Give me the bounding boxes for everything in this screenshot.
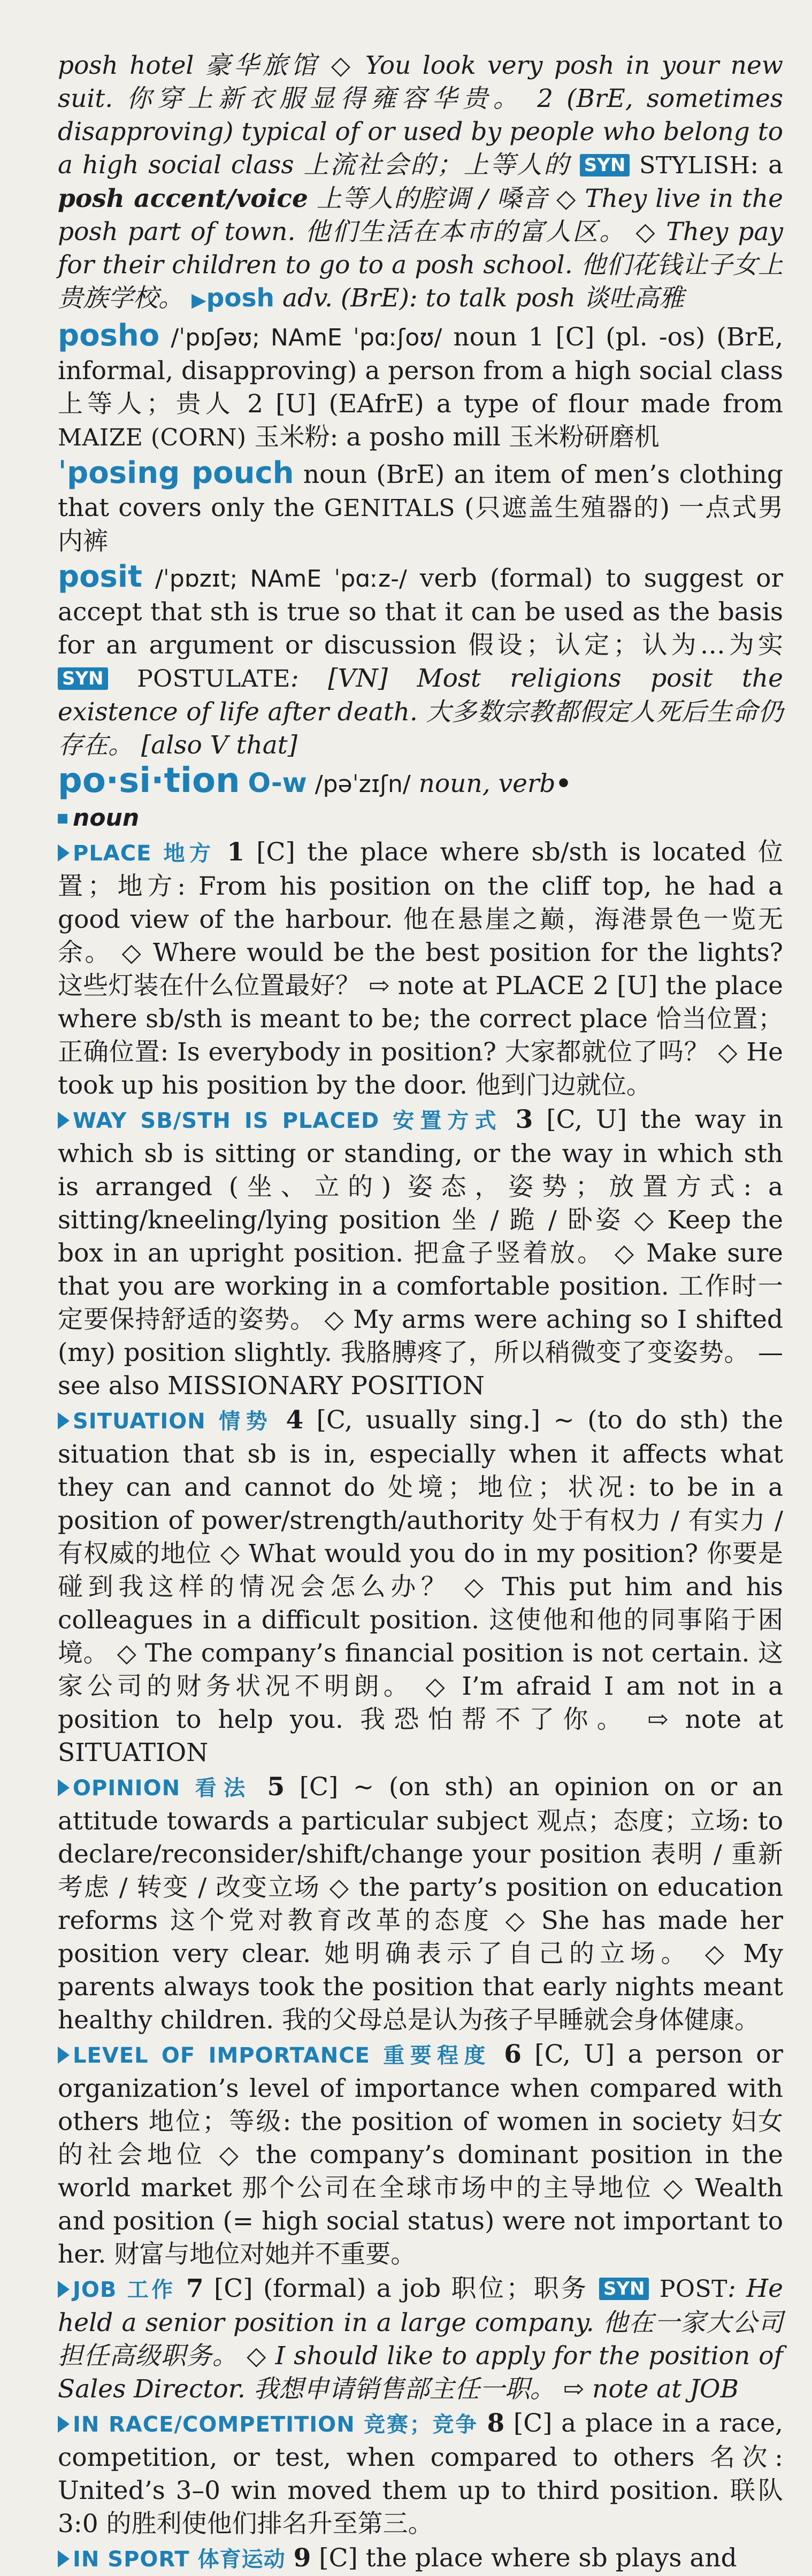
pronunciation: /ˈpɒzɪt; NAmE ˈpɑːz-/ bbox=[155, 565, 407, 593]
sense-arrow-icon bbox=[58, 1412, 70, 1429]
entry-posh bbox=[58, 49, 783, 317]
headword-posho: posho bbox=[58, 318, 160, 353]
sense-arrow-icon bbox=[58, 2047, 70, 2064]
syn-word: STYLISH bbox=[639, 152, 750, 179]
run-on-word: posh bbox=[206, 283, 275, 313]
run-on-arrow-icon: ▶ bbox=[191, 289, 206, 311]
posho-text-a: noun 1 [C] (pl. -os) (BrE, informal, disapproving) a person from a high social class 上等人；贵人 2 [U] (EAfrE) a type of flour made from bbox=[58, 322, 784, 419]
sense-4 bbox=[58, 1404, 783, 1770]
sense-number: 7 bbox=[186, 2274, 204, 2303]
headword-position: po·si·tion bbox=[58, 761, 240, 801]
cross-ref: MAIZE (CORN) bbox=[58, 424, 247, 451]
sense-text-2: : He held a senior position in a large company. 他在一家大公司担任高级职务。 ◇ I should like to apply for the position of Sales Director. 我想申请销售部主任一职。 ⇨ note at JOB bbox=[58, 2274, 783, 2404]
signpost: LEVEL OF IMPORTANCE 重要程度 bbox=[73, 2043, 491, 2068]
entry-posit bbox=[58, 560, 783, 762]
posing-pouch-text-a: noun (BrE) an item of men’s clothing that covers only the bbox=[58, 460, 783, 522]
sense-text: [C, usually sing.] ~ (to do sth) the situation that sb is in, especially when it affects what they can and cannot do 处境；地位；状况: to be in a position of power/strength/authority 处于有权力 / 有实力 / 有权威的地位 ◇ What would you do in my position? 你要是碰到我这样的情况会怎么办？ ◇ This put him and his colleagues in a difficult position. 这使他和他的同事陷于困境。 ◇ The company’s financial position is not certain. 这家公司的财务状况不明朗。 ◇ I’m afraid I am not in a position to help you. 我恐怕帮不了你。 ⇨ note at SITUATION bbox=[58, 1405, 784, 1767]
syn-badge: SYN bbox=[599, 2278, 649, 2300]
sense-text: [C] the place where sb/sth is located 位置；地方: From his position on the cliff top, he had a good view of the harbour. 他在悬崖之巅，海港景色一览无余。 ◇ Where would be the best position for the lights? 这些灯装在什么位置最好？ ⇨ note at PLACE 2 [U] the place where sb/sth is meant to be; the correct place 恰当位置；正确位置: Is everybody in position? 大家都就位了吗？ ◇ He took up his position by the door. 他到门边就位。 bbox=[58, 837, 783, 1100]
pronunciation: /ˈpɒʃəʊ; NAmE ˈpɑːʃoʊ/ bbox=[171, 324, 442, 351]
part-of-speech: noun, verb bbox=[410, 769, 556, 798]
signpost: WAY SB/STH IS PLACED 安置方式 bbox=[73, 1109, 502, 1133]
posing-pouch-text-b: (只遮盖生殖器的) 一点式男内裤 bbox=[58, 493, 783, 556]
sense-number: 5 bbox=[267, 1772, 285, 1802]
signpost: JOB 工作 bbox=[73, 2278, 176, 2302]
sense-number: 6 bbox=[504, 2040, 522, 2069]
sense-number: 1 bbox=[227, 837, 245, 867]
sense-arrow-icon bbox=[58, 2550, 70, 2567]
sense-arrow-icon bbox=[58, 2281, 70, 2298]
entry-posing-pouch bbox=[58, 457, 783, 558]
run-on-text: adv. (BrE): to talk posh 谈吐高雅 bbox=[274, 283, 684, 313]
noun-label: noun bbox=[73, 804, 140, 832]
entry-position bbox=[58, 761, 783, 801]
sense-7 bbox=[58, 2272, 783, 2406]
entry-posho bbox=[58, 319, 783, 455]
sense-9 bbox=[58, 2542, 783, 2576]
sense-number: 9 bbox=[293, 2543, 311, 2573]
syn-word: POSTULATE bbox=[137, 665, 290, 693]
bullet-dot: • bbox=[555, 769, 572, 798]
sense-8 bbox=[58, 2407, 783, 2541]
key-symbol-icon: O-w bbox=[248, 767, 307, 798]
signpost: IN RACE/COMPETITION 竞赛；竞争 bbox=[73, 2412, 478, 2437]
sense-text: [C] the place where sb plays and bbox=[311, 2543, 737, 2573]
noun-block-icon bbox=[58, 814, 67, 824]
posh-text-2b: 上等人的腔调 / 嗓音 ◇ They live in the posh part of town. 他们生活在本市的富人区。 ◇ They pay for their children to go to a posh school. 他们花钱让子女上贵族学校。 bbox=[58, 184, 783, 313]
sense-arrow-icon bbox=[58, 844, 70, 862]
posit-text-b: : [VN] Most religions posit the existence of life after death. 大多数宗教都假定人死后生命仍存在。 [also V that] bbox=[58, 664, 783, 760]
sense-arrow-icon bbox=[58, 2416, 70, 2433]
syn-word: POST bbox=[659, 2275, 727, 2303]
sense-text: [C, U] a person or organization’s level of importance when compared with others 地位；等级: the position of women in society 妇女的社会地位 ◇ the company’s dominant position in the world market 那个公司在全球市场中的主导地位 ◇ Wealth and position (= high social status) were not important to her. 财富与地位对她并不重要。 bbox=[58, 2040, 783, 2269]
signpost: SITUATION 情势 bbox=[73, 1409, 273, 1434]
headword-posing-pouch: ˈposing pouch bbox=[58, 456, 294, 490]
cross-ref: GENITALS bbox=[324, 495, 455, 522]
sense-3 bbox=[58, 1103, 783, 1403]
sense-number: 3 bbox=[515, 1105, 533, 1134]
sense-6 bbox=[58, 2038, 783, 2271]
syn-badge: SYN bbox=[58, 667, 108, 690]
posit-text-a: verb (formal) to suggest or accept that sth is true so that it can be used as the basis for an argument or discussion 假设；认定；认为…为实 bbox=[58, 564, 783, 660]
sense-text: [C] (formal) a job 职位；职务 bbox=[203, 2274, 589, 2303]
pronunciation: /pəˈzɪʃn/ bbox=[315, 771, 411, 798]
signpost: PLACE 地方 bbox=[73, 841, 216, 866]
sense-number: 4 bbox=[286, 1405, 304, 1435]
posh-text-1: posh hotel 豪华旅馆 ◇ You look very posh in your new suit. 你穿上新衣服显得雍容华贵。 2 (BrE, sometimes disapproving) typical of or used by people who belong to a high social class 上流社会的；上等人的 bbox=[58, 51, 783, 180]
signpost: OPINION 看法 bbox=[73, 1776, 252, 1801]
sense-1 bbox=[58, 836, 783, 1102]
sense-text: [C] ~ (on sth) an opinion on or an attitude towards a particular subject 观点；态度；立场: to declare/reconsider/shift/change your position 表明 / 重新考虑 / 转变 / 改变立场 ◇ the party’s position on education reforms 这个党对教育改革的态度 ◇ She has made her position very clear. 她明确表示了自己的立场。 ◇ My parents always took the position that early nights meant healthy children. 我的父母总是认为孩子早睡就会身体健康。 bbox=[58, 1772, 783, 2035]
syn-badge: SYN bbox=[580, 154, 630, 176]
noun-label-row bbox=[58, 801, 783, 835]
sense-arrow-icon bbox=[58, 1112, 70, 1129]
sense-text: [C] a place in a race, competition, or test, when compared to others 名次: United’s 3–0 win moved them up to third position. 联队 3:0 的胜利使他们排名升至第三。 bbox=[58, 2409, 783, 2539]
sense-text: [C, U] the way in which sb is sitting or standing, or the way in which sth is arranged (坐、立的) 姿态，姿势；放置方式: a sitting/kneeling/lying position 坐 / 跪 / 卧姿 ◇ Keep the box in an upright position. 把盒子竖着放。 ◇ Make sure that you are working in a comfortable position. 工作时一定要保持舒适的姿势。 ◇ My arms were aching so I shifted (my) position slightly. 我胳膊疼了，所以稍微变了变姿势。 — see also MISSIONARY POSITION bbox=[58, 1105, 783, 1401]
sense-arrow-icon bbox=[58, 1779, 70, 1796]
sense-5 bbox=[58, 1771, 783, 2037]
posh-text-2a: : a bbox=[750, 150, 783, 180]
bold-phrase: posh accent/voice bbox=[58, 184, 308, 213]
sense-number: 8 bbox=[487, 2409, 505, 2438]
headword-posit: posit bbox=[58, 559, 142, 594]
posho-text-b: 玉米粉: a posho mill 玉米粉研磨机 bbox=[246, 422, 660, 452]
signpost: IN SPORT 体育运动 bbox=[73, 2547, 286, 2572]
